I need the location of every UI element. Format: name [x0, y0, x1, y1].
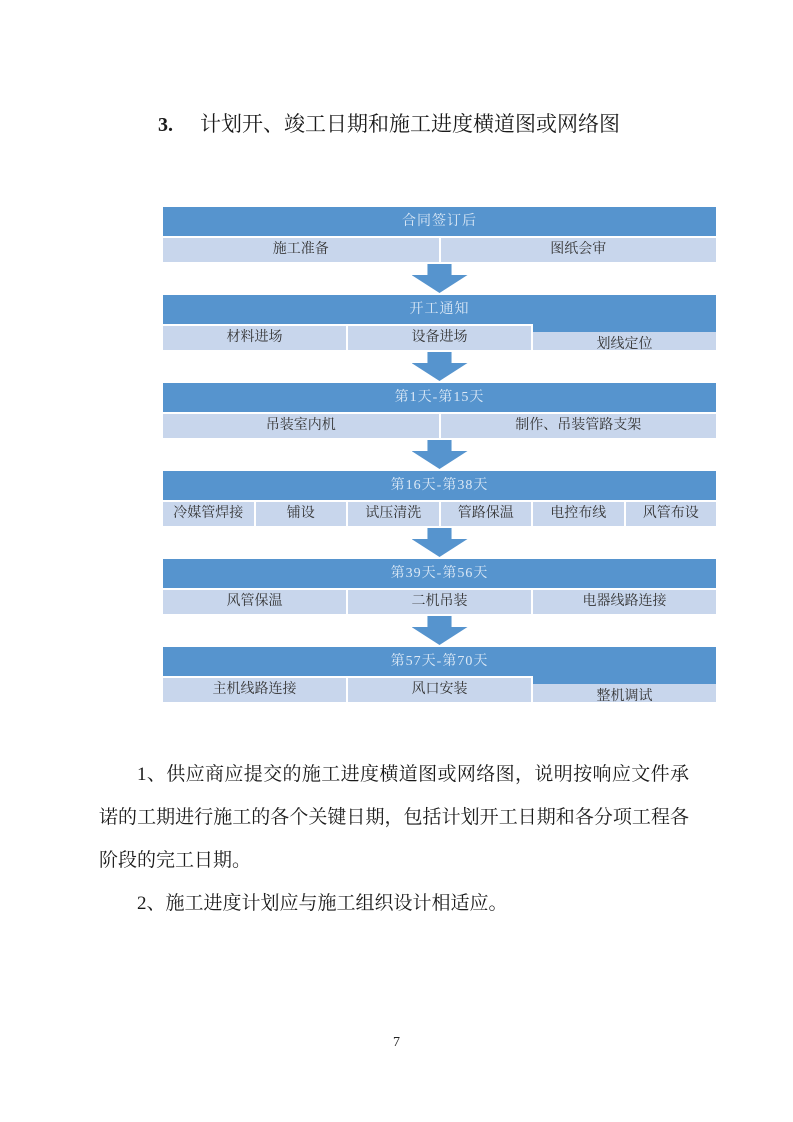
down-arrow-icon: [412, 440, 468, 469]
stage-cell: 施工准备: [163, 238, 439, 262]
stage-cell: 电控布线: [533, 502, 624, 526]
stage-cell: 制作、吊装管路支架: [441, 414, 717, 438]
stage-header: 第57天-第70天: [163, 647, 716, 676]
stage-cell: 图纸会审: [441, 238, 717, 262]
down-arrow-icon: [412, 352, 468, 381]
stage-row: [163, 502, 716, 526]
stage-row: [163, 678, 716, 702]
stage-day16-38: [163, 471, 716, 526]
stage-cell: 风管保温: [163, 590, 346, 614]
stage-row: [163, 590, 716, 614]
stage-row: [163, 326, 716, 350]
paragraph-2: 2、施工进度计划应与施工组织设计相适应。: [137, 893, 508, 914]
stage-cell: 冷媒管焊接: [163, 502, 254, 526]
arrow-slot: [163, 614, 716, 647]
stage-header: 合同签订后: [163, 207, 716, 236]
down-arrow-icon: [412, 264, 468, 293]
stage-day57-70: [163, 647, 716, 702]
stage-cell: 电器线路连接: [533, 590, 716, 614]
stage-cell: 铺设: [256, 502, 347, 526]
stage-header: 第16天-第38天: [163, 471, 716, 500]
stage-cell: 设备进场: [348, 326, 531, 350]
stage-day39-56: [163, 559, 716, 614]
stage-contract-signed: [163, 207, 716, 262]
stage-header: 第1天-第15天: [163, 383, 716, 412]
stage-cell: 风口安装: [348, 678, 531, 702]
stage-row: [163, 414, 716, 438]
stage-day1-15: [163, 383, 716, 438]
stage-cell: 管路保温: [441, 502, 532, 526]
arrow-slot: [163, 262, 716, 295]
construction-schedule-flowchart: [163, 207, 716, 702]
stage-cell: 主机线路连接: [163, 678, 346, 702]
arrow-slot: [163, 438, 716, 471]
section-heading: [158, 110, 620, 139]
down-arrow-icon: [412, 528, 468, 557]
stage-cell: 二机吊装: [348, 590, 531, 614]
stage-cell: 风管布设: [626, 502, 717, 526]
stage-header: 第39天-第56天: [163, 559, 716, 588]
stage-row: [163, 238, 716, 262]
heading-number: 3.: [158, 114, 173, 136]
stage-cell: 试压清洗: [348, 502, 439, 526]
down-arrow-icon: [412, 616, 468, 645]
heading-title: 计划开、竣工日期和施工进度横道图或网络图: [200, 112, 620, 136]
stage-cell: 吊装室内机: [163, 414, 439, 438]
stage-header: 开工通知: [163, 295, 716, 324]
stage-start-notice: [163, 295, 716, 350]
body-text: [99, 753, 689, 925]
arrow-slot: [163, 350, 716, 383]
stage-cell: 整机调试: [533, 678, 716, 702]
page-number: 7: [393, 1035, 400, 1050]
stage-cell: 材料进场: [163, 326, 346, 350]
paragraph-1: 1、供应商应提交的施工进度横道图或网络图，说明按响应文件承诺的工期进行施工的各个关键日期，包括计划开工日期和各分项工程各阶段的完工日期。: [99, 764, 689, 871]
stage-cell: 划线定位: [533, 326, 716, 350]
arrow-slot: [163, 526, 716, 559]
